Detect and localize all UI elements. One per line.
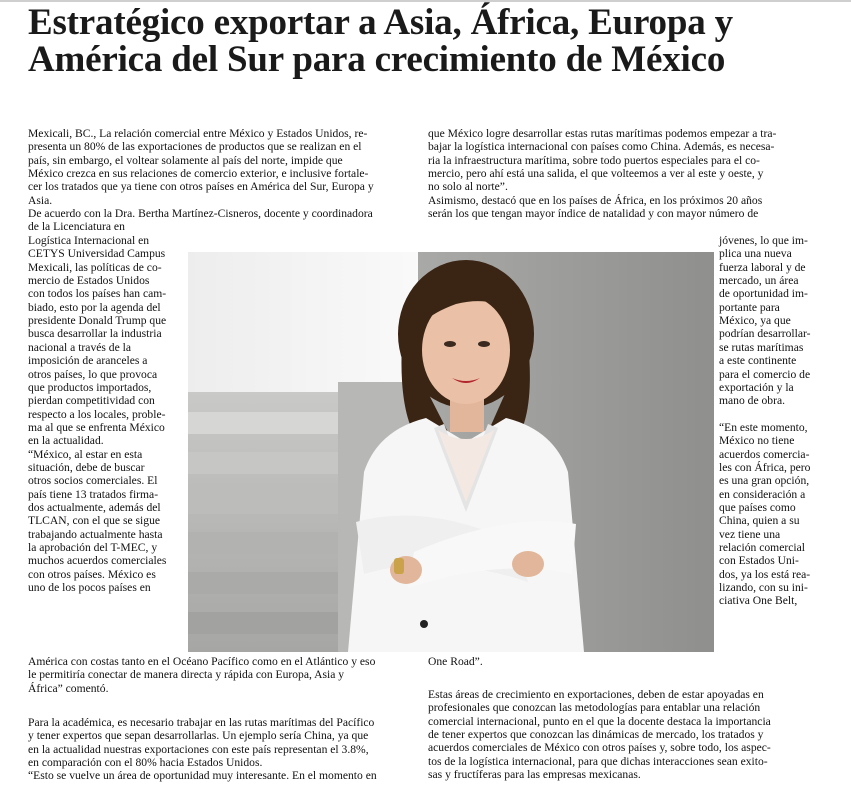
body-line: fuerza laboral y de — [719, 260, 806, 274]
body-line: plica una nueva — [719, 247, 792, 261]
body-line: con todos los países han cam- — [28, 287, 167, 301]
body-line: de tener expertos que conozcan las dinámicas de mercado, los tratados y — [428, 728, 764, 742]
body-line: uno de los pocos países en — [28, 581, 151, 595]
body-line: biado, esto por la agenda del — [28, 300, 161, 314]
body-line: trabajando actualmente hasta — [28, 527, 163, 541]
body-line: “En este momento, — [719, 420, 808, 434]
body-line: ciativa One Belt, — [719, 594, 798, 608]
body-line: y tener expertos que sepan desarrollarlas. Un ejemplo sería China, ya que — [28, 729, 369, 743]
body-line: sas y fructíferas para las empresas mexicanas. — [428, 768, 641, 782]
body-line: Asimismo, destacó que en los países de África, en los próximos 20 años — [428, 193, 763, 207]
body-line: América con costas tanto en el Océano Pacífico como en el Atlántico y eso — [28, 655, 376, 668]
body-line: otros países, lo que provoca — [28, 367, 158, 381]
body-line: jóvenes, lo que im- — [719, 234, 808, 247]
portrait-photo — [188, 252, 714, 652]
body-line: que México logre desarrollar estas rutas marítimas podemos empezar a tra- — [428, 127, 777, 140]
body-line: “México, al estar en esta — [28, 447, 143, 461]
body-line: Logística Internacional en — [28, 234, 150, 247]
body-line: en comparación con el 80% hacia Estados Unidos. — [28, 756, 263, 770]
body-line: pierdan competitividad con — [28, 394, 155, 408]
body-line: a este continente — [719, 354, 797, 368]
body-line: presidente Donald Trump que — [28, 314, 167, 328]
body-line: no solo al norte”. — [428, 180, 508, 194]
body-line: vez tiene una — [719, 527, 781, 541]
body-line: acuerdos comercia- — [719, 447, 810, 461]
body-line: situación, debe de buscar — [28, 460, 145, 474]
body-line: se rutas marítimas — [719, 340, 804, 354]
body-line: imposición de aranceles a — [28, 354, 148, 368]
body-line: que productos importados, — [28, 380, 152, 394]
body-line: con otros países. México es — [28, 567, 156, 581]
body-line: para el comercio de — [719, 367, 811, 381]
body-line: África” comentó. — [28, 681, 109, 695]
body-line: ria la infraestructura marítima, sobre todo puertos especiales para el co- — [428, 153, 760, 167]
body-line: la aprobación del T-MEC, y — [28, 541, 158, 555]
body-line: México crezca en sus relaciones de comercio exterior, e inclusive fortale- — [28, 167, 369, 181]
body-line: les con África, pero — [719, 460, 811, 474]
body-line: con Estados Uni- — [719, 554, 799, 568]
body-line: Mexicali, BC., La relación comercial entre México y Estados Unidos, re- — [28, 127, 368, 140]
body-line: relación comercial — [719, 541, 805, 555]
portrait-illustration — [188, 252, 714, 652]
body-line: le permitiría conectar de manera directa y rápida con Europa, Asia y — [28, 668, 345, 682]
body-line: exportación y la — [719, 380, 794, 394]
body-line: mercado, un área — [719, 274, 799, 288]
body-line: “Esto se vuelve un área de oportunidad muy interesante. En el momento en — [28, 769, 377, 783]
body-line: tos de la logística internacional, para que dichas interacciones sean exito- — [428, 754, 768, 768]
article-headline: Estratégico exportar a Asia, África, Europa y América del Sur para crecimiento de México — [28, 2, 733, 80]
body-line: De acuerdo con la Dra. Bertha Martínez-Cisneros, docente y coordinadora — [28, 207, 373, 221]
body-line: es una gran opción, — [719, 474, 810, 488]
body-line: otros socios comerciales. El — [28, 474, 158, 488]
body-line: cer los tratados que ya tiene con otros países en América del Sur, Europa y — [28, 180, 374, 194]
body-line: México, ya que — [719, 314, 791, 328]
body-line: Estas áreas de crecimiento en exportaciones, deben de estar apoyadas en — [428, 688, 764, 701]
body-line: muchos acuerdos comerciales — [28, 554, 167, 568]
body-line: serán los que tengan mayor índice de natalidad y con mayor número de — [428, 207, 759, 221]
body-line: nacional a través de la — [28, 340, 132, 354]
body-line: CETYS Universidad Campus — [28, 247, 166, 261]
body-line: Mexicali, las políticas de co- — [28, 260, 162, 274]
body-line: México no tiene — [719, 434, 795, 448]
body-line: de oportunidad im- — [719, 287, 808, 301]
body-line: que países como — [719, 501, 796, 514]
body-line: bajar la logística internacional con países como China. Además, es necesa- — [428, 140, 775, 154]
body-line: respecto a los locales, proble- — [28, 407, 166, 421]
body-line: profesionales que conozcan las metodologías para entablar una relación — [428, 701, 761, 715]
body-line: lizando, con su ini- — [719, 581, 808, 595]
body-line: TLCAN, con el que se sigue — [28, 514, 161, 528]
body-line: en la actualidad nuestras exportaciones con este país representan el 3.8%, — [28, 742, 369, 756]
body-line: presenta un 80% de las exportaciones de productos que se realizan en el — [28, 140, 362, 154]
body-line: en consideración a — [719, 487, 806, 501]
body-line: One Road”. — [428, 655, 483, 668]
body-line: ma al que se enfrenta México — [28, 420, 165, 434]
body-line: Asia. — [28, 193, 53, 207]
body-line: Para la académica, es necesario trabajar en las rutas marítimas del Pacífico — [28, 716, 375, 729]
body-line: dos, ya los está rea- — [719, 567, 811, 581]
body-line: China, quien a su — [719, 514, 800, 528]
body-line: en la actualidad. — [28, 434, 104, 448]
body-line: comercial internacional, punto en el que la docente destaca la importancia — [428, 714, 771, 728]
body-line: acuerdos comerciales de México con otros países y, sobre todo, los aspec- — [428, 741, 771, 755]
body-line: mano de obra. — [719, 394, 785, 408]
body-line: busca desarrollar la industria — [28, 327, 162, 341]
body-line: mercio, pero ahí está una salida, el que volteemos a ver al este y oeste, y — [428, 167, 764, 181]
body-line: podrían desarrollar- — [719, 327, 811, 341]
body-line: portante para — [719, 300, 780, 314]
body-line: país, sin embargo, el voltear solamente al país del norte, impide que — [28, 153, 343, 167]
body-line: dos actualmente, además del — [28, 501, 161, 514]
body-line: mercio de Estados Unidos — [28, 274, 150, 288]
body-line: país tiene 13 tratados firma- — [28, 487, 159, 501]
body-line: de la Licenciatura en — [28, 220, 125, 234]
